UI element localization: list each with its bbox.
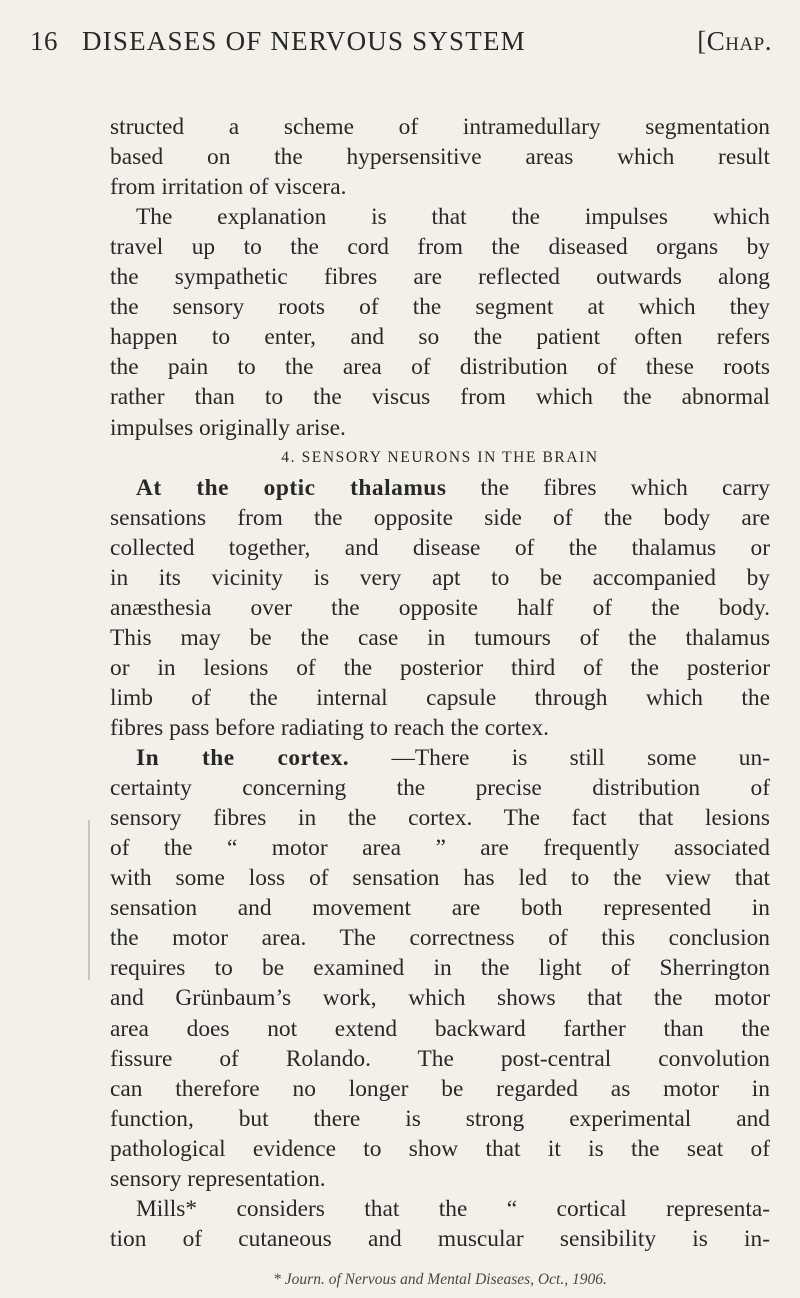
page-number: 16 xyxy=(30,26,58,56)
text-line: The explanation is that the impulses which xyxy=(136,204,770,231)
text-line: sensory representation. xyxy=(110,1165,326,1192)
footnote: * Journ. of Nervous and Mental Diseases, Oct., 1906. xyxy=(273,1271,607,1288)
text-line: from irritation of viscera. xyxy=(110,174,347,201)
text-line: anæsthesia over the opposite half of the body. xyxy=(110,594,770,621)
running-header xyxy=(30,26,772,66)
text-line: requires to be examined in the light of Sherrington xyxy=(110,955,770,982)
text-line: area does not extend backward farther than the xyxy=(110,1015,770,1042)
text-line: based on the hypersensitive areas which result xyxy=(110,144,770,171)
text-line: Mills* considers that the “ cortical representa- xyxy=(136,1195,770,1222)
text-line: in its vicinity is very apt to be accompanied by xyxy=(110,564,770,591)
text-line: sensation and movement are both represented in xyxy=(110,895,770,922)
text-line: happen to enter, and so the patient often refers xyxy=(110,324,770,351)
text-line: can therefore no longer be regarded as motor in xyxy=(110,1075,770,1102)
line-text: the fibres which carry xyxy=(446,474,770,501)
line-text: —There is still some un- xyxy=(349,745,770,772)
text-line: limb of the internal capsule through which the xyxy=(110,684,770,711)
margin-mark xyxy=(88,820,90,980)
text-line xyxy=(110,743,770,773)
text-line: collected together, and disease of the thalamus or xyxy=(110,534,770,561)
text-line: or in lesions of the posterior third of the posterior xyxy=(110,654,770,681)
text-line: certainty concerning the precise distribution of xyxy=(110,775,770,802)
text-line: tion of cutaneous and muscular sensibility is in- xyxy=(110,1225,770,1252)
text-line: the sensory roots of the segment at which they xyxy=(110,294,770,321)
running-title: DISEASES OF NERVOUS SYSTEM xyxy=(82,26,526,56)
text-line: with some loss of sensation has led to the view that xyxy=(110,865,770,892)
run-in-heading: In the cortex. xyxy=(136,745,350,772)
text-line: fibres pass before radiating to reach the cortex. xyxy=(110,715,550,741)
run-in-heading: At the optic thalamus xyxy=(136,474,447,501)
text-line: rather than to the viscus from which the abnormal xyxy=(110,384,770,411)
text-line: and Grünbaum’s work, which shows that the motor xyxy=(110,985,770,1012)
text-line: the motor area. The correctness of this conclusion xyxy=(110,925,770,952)
text-line: This may be the case in tumours of the thalamus xyxy=(110,624,770,651)
section-heading: 4. SENSORY NEURONS IN THE BRAIN xyxy=(281,448,599,466)
text-line: pathological evidence to show that it is the seat of xyxy=(110,1135,770,1162)
text-line: function, but there is strong experimental and xyxy=(110,1105,770,1132)
text-line: of the “ motor area ” are frequently associated xyxy=(110,835,770,862)
text-line: structed a scheme of intramedullary segmentation xyxy=(110,114,770,140)
text-line: fissure of Rolando. The post-central convolution xyxy=(110,1045,770,1072)
chapter-mark: [Chap. xyxy=(697,26,772,56)
text-line: impulses originally arise. xyxy=(110,414,346,441)
text-line xyxy=(110,473,770,503)
text-line: sensations from the opposite side of the body are xyxy=(110,504,770,531)
text-line: travel up to the cord from the diseased organs by xyxy=(110,234,770,261)
text-line: the pain to the area of distribution of these roots xyxy=(110,354,770,381)
text-line: sensory fibres in the cortex. The fact that lesions xyxy=(110,805,770,832)
text-line: the sympathetic fibres are reflected outwards along xyxy=(110,264,770,291)
